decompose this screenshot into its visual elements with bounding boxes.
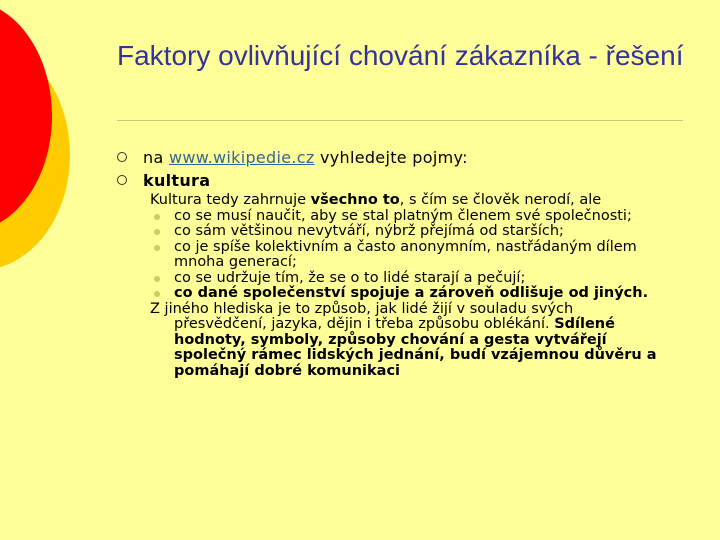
list-item: co dané společenství spojuje a zároveň odlišuje od jiných. — [150, 286, 670, 302]
list-item-kultura — [117, 169, 687, 192]
bullet-dot-icon — [154, 291, 160, 297]
list-item: co je spíše kolektivním a často anonymním, nastřádaným dílem mnoha generací; — [150, 240, 670, 271]
intro-bold-text: všechno to — [310, 192, 400, 208]
slide-title: Faktory ovlivňující chování zákazníka - řešení — [117, 40, 684, 71]
item-suffix: vyhledejte pojmy: — [314, 148, 468, 167]
bullet-dot-icon — [154, 229, 160, 235]
closing-text: Z jiného hlediska je to způsob, jak lidé žijí v souladu svých přesvědčení, jazyka, dějin i třeba způsobu oblékání. — [150, 300, 574, 332]
main-list — [117, 146, 687, 192]
intro-paragraph — [150, 193, 670, 209]
list-item: co se udržuje tím, že se o to lidé starají a pečují; — [150, 271, 670, 287]
list-item-search — [117, 146, 687, 169]
list-item: co sám většinou nevytváří, nýbrž přejímá od starších; — [150, 224, 670, 240]
culture-bullets — [150, 209, 670, 302]
bullet-dot-icon — [154, 245, 160, 251]
bullet-dot-icon — [154, 276, 160, 282]
title-divider — [117, 120, 683, 121]
list-item: co se musí naučit, aby se stal platným členem své společnosti; — [150, 209, 670, 225]
intro-text: Kultura tedy zahrnuje — [150, 192, 311, 208]
ring-bullet-icon — [117, 152, 127, 162]
decorative-circles — [0, 0, 80, 300]
item-prefix: na — [143, 148, 169, 167]
bullet-dot-icon — [154, 214, 160, 220]
closing-bold-text: Sdílené hodnoty, symboly, způsoby chování a gesta vytvářejí společný rámec lidských jednání, budí vzájemnou důvěru a pomáhají dobré komunikaci — [174, 316, 657, 379]
closing-paragraph — [150, 302, 670, 380]
intro-text-end: , s čím se člověk nerodí, ale — [399, 192, 602, 208]
kultura-label: kultura — [143, 171, 211, 190]
kultura-definition — [150, 193, 670, 379]
wikipedie-link[interactable]: www.wikipedie.cz — [168, 148, 315, 167]
ring-bullet-icon — [117, 175, 127, 185]
